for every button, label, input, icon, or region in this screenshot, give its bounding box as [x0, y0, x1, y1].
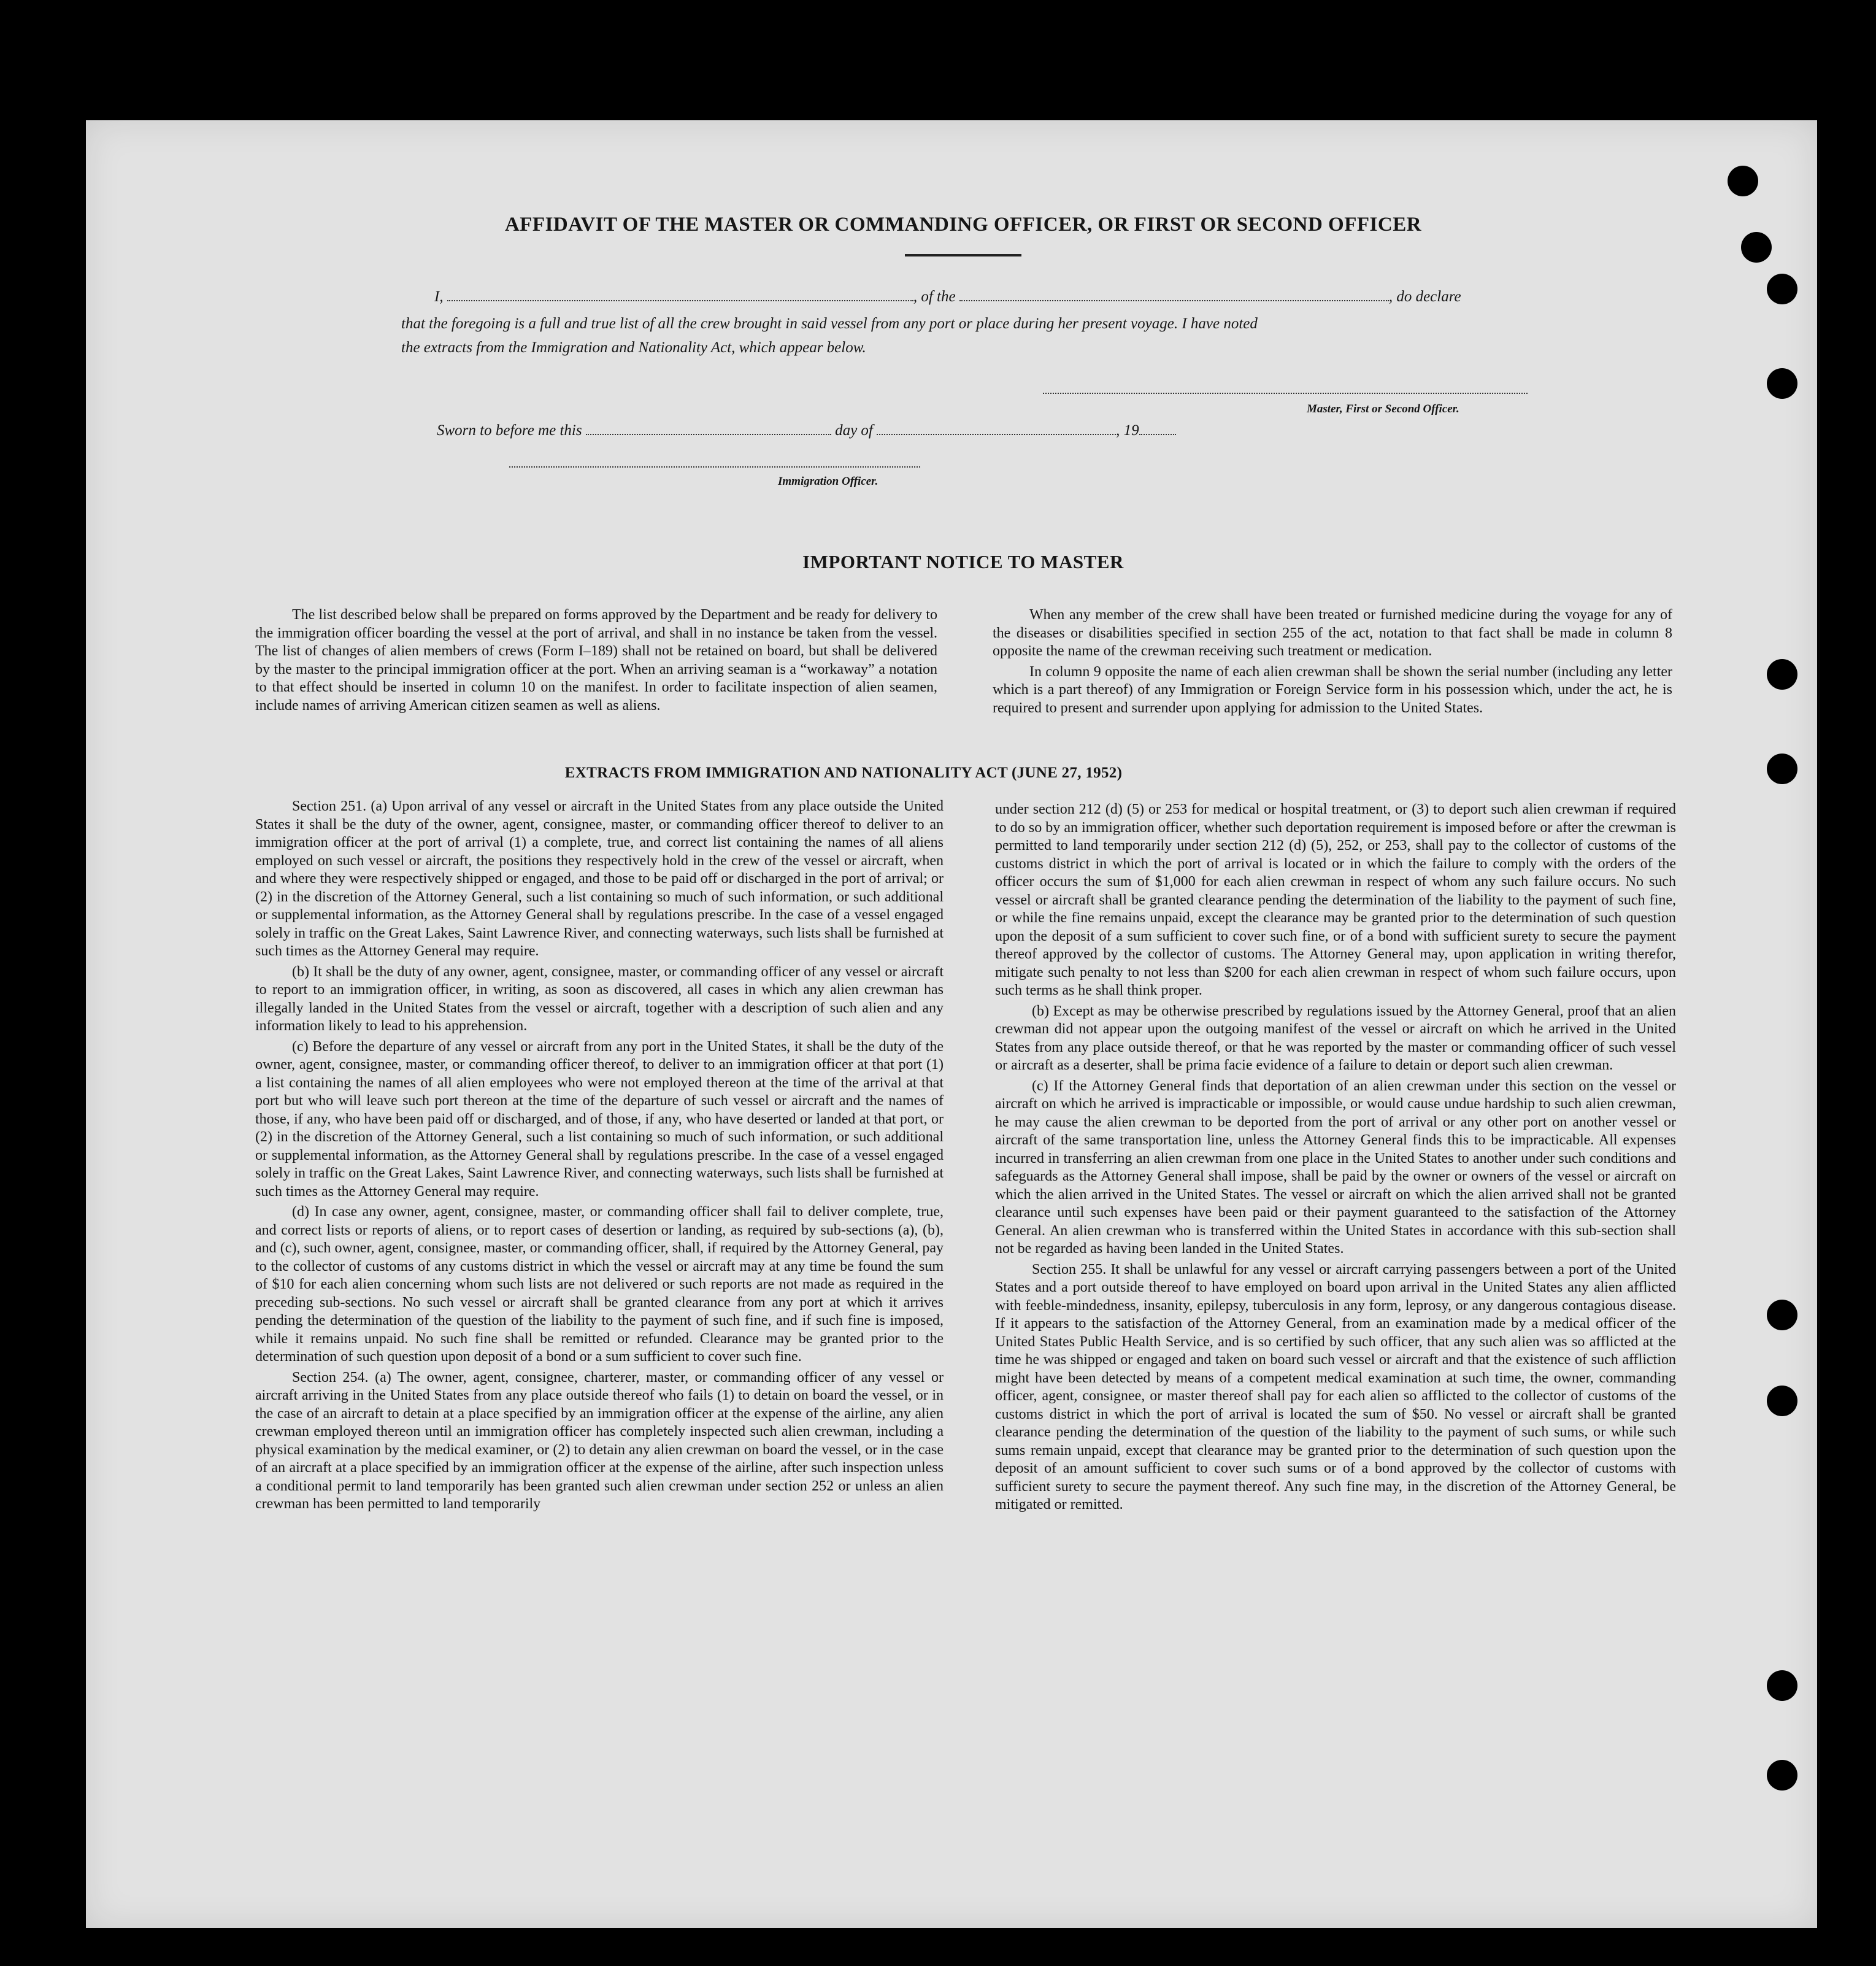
- declaration-line: [434, 288, 1526, 306]
- declaration-do-declare: , do declare: [1388, 288, 1461, 305]
- declaration-of-the: , of the: [913, 288, 956, 305]
- binder-hole: [1767, 368, 1797, 399]
- section-254b: (b) Except as may be otherwise prescribed by regulations issued by the Attorney General, proof that an alien crewman did not appear upon the outgoing manifest of the vessel or aircraft on which he arrived in the United States from any place outside thereof, or that he was reported by the master or commanding officer of such vessel or aircraft as a deserter, shall be prima facie evidence of a failure to detain or deport such alien crewman.: [995, 1003, 1676, 1073]
- binder-hole: [1767, 754, 1797, 784]
- binder-hole: [1767, 1386, 1797, 1416]
- extracts-right-column: [995, 801, 1676, 1517]
- sworn-text: Sworn to before me this: [437, 422, 582, 439]
- binder-hole: [1728, 166, 1758, 196]
- section-254c: (c) If the Attorney General finds that deportation of an alien crewman under this section on the vessel or aircraft on which he arrived is impracticable or impossible, or would cause undue hardship to such alien crewman, he may cause the alien crewman to be deported from the port of arrival or any other port on another vessel or aircraft of the same transportation line, unless the Attorney General finds this to be impracticable. All expenses incurred in transferring an alien crewman from one place in the United States to another under such conditions and safeguards as the Attorney General shall impose, shall be paid by the owner or owners of the vessel or aircraft on which the alien arrived in the United States. The vessel or aircraft on which the alien arrived shall not be granted clearance until such expenses have been paid or their payment guaranteed to the satisfaction of the Attorney General. An alien crewman who is transferred within the United States in accordance with this sub-section shall not be regarded as having been landed in the United States.: [995, 1077, 1676, 1257]
- vessel-field: [959, 300, 1389, 301]
- extracts-left-column: [255, 798, 944, 1516]
- binder-hole: [1767, 659, 1797, 690]
- name-field: [447, 300, 913, 301]
- binder-hole: [1767, 1300, 1797, 1330]
- section-251a: Section 251. (a) Upon arrival of any vessel or aircraft in the United States from any place outside the United States it shall be the duty of the owner, agent, consignee, master, or commanding officer thereof to deliver to an immigration officer at the port of arrival (1) a complete, true, and correct list containing the names of all aliens employed on such vessel or aircraft, the positions they respectively hold in the crew of the vessel or aircraft, when and where they were respectively shipped or engaged, and those to be paid off or discharged in the port of arrival; or (2) in the discretion of the Attorney General, such a list containing so much of such information, or such additional or supplemental information, as the Attorney General shall by regulations prescribe. In the case of a vessel engaged solely in traffic on the Great Lakes, Saint Lawrence River, and connecting waterways, such lists shall be furnished at such times as the Attorney General may require.: [255, 798, 944, 959]
- master-signature-label: Master, First or Second Officer.: [1307, 403, 1459, 415]
- sworn-day-of: day of: [835, 422, 873, 439]
- binder-hole: [1767, 274, 1797, 304]
- sworn-year-field: [1139, 434, 1176, 435]
- sworn-year-prefix: , 19: [1116, 422, 1139, 439]
- section-251b: (b) It shall be the duty of any owner, agent, consignee, master, or commanding officer of any vessel or aircraft to report to an immigration officer, in writing, as soon as discovered, all cases in which any alien crewman has illegally landed in the United States from the vessel or aircraft, together with a description of such alien and any information likely to lead to his apprehension.: [255, 963, 944, 1034]
- sworn-day-field: [586, 434, 831, 435]
- sworn-line: [437, 422, 1357, 439]
- notice-left-paragraph: The list described below shall be prepared on forms approved by the Department and be ready for delivery to the immigration officer boarding the vessel at the port of arrival, and shall in no instance be taken from the vessel. The list of changes of alien members of crews (Form I–189) shall not be retained on board, but shall be delivered by the master to the principal immigration officer at the port. When an arriving seaman is a “workaway” a notation to that effect should be inserted in column 10 on the manifest. In order to facilitate inspection of alien seamen, include names of arriving American citizen seamen as well as aliens.: [255, 607, 937, 714]
- declaration-i: I,: [434, 288, 444, 305]
- section-254a: Section 254. (a) The owner, agent, consignee, charterer, master, or commanding officer of any vessel or aircraft arriving in the United States from any place outside thereof who fails (1) to detain on board the vessel, or in the case of an aircraft to detain at a place specified by an immigration officer at the expense of the airline, any alien crewman employed thereon until an immigration officer has completely inspected such alien crewman, including a physical examination by the medical examiner, or (2) to detain any alien crewman on board the vessel, or in the case of an aircraft at a place specified by an immigration officer at the expense of the airline, after such inspection unless a conditional permit to land temporarily has been granted such alien crewman under section 252 or unless an alien crewman has been permitted to land temporarily: [255, 1369, 944, 1512]
- declaration-line-3: the extracts from the Immigration and Nationality Act, which appear below.: [401, 339, 866, 356]
- section-254a-continued: under section 212 (d) (5) or 253 for medical or hospital treatment, or (3) to deport such alien crewman if required to do so by an immigration officer, whether such deportation requirement is imposed before or after the crewman is permitted to land temporarily under section 212 (d) (5), 252, or 253, shall pay to the collector of customs of the customs district in which the port of arrival is located or in which the failure to comply with the orders of the officer occurs the sum of $1,000 for each alien crewman in respect of whom any such failure occurs. No such vessel or aircraft shall be granted clearance pending the determination of the liability to the payment of such fine, or while the fine remains unpaid, except the clearance may be granted prior to the determination of such question upon the deposit of a sum sufficient to cover such fine, or of a bond with sufficient surety to secure the payment thereof approved by the collector of customs. The Attorney General may, upon application in writing therefor, mitigate such penalty to not less than $200 for each alien crewman in respect of whom such failure occurs, upon such terms as he shall think proper.: [995, 801, 1676, 998]
- notice-right-paragraph-1: When any member of the crew shall have been treated or furnished medicine during the voyage for any of the diseases or disabilities specified in section 255 of the act, notation to that fact shall be made in column 8 opposite the name of the crewman receiving such treatment or medication.: [993, 607, 1672, 659]
- section-251c: (c) Before the departure of any vessel or aircraft from any port in the United States, it shall be the duty of the owner, agent, consignee, master, or commanding officer thereof, to deliver to an immigration officer at that port (1) a list containing the names of all alien employees who were not employed thereon at the time of the arrival at that port but who will leave such port thereon at the time of the departure of such vessel or aircraft and the names of those, if any, who have been paid off or discharged, and of those, if any, who have deserted or landed at that port, or (2) in the discretion of the Attorney General, such a list containing so much of such information, or such additional or supplemental information, as the Attorney General shall by regulations prescribe. In the case of a vessel engaged solely in traffic on the Great Lakes, Saint Lawrence River, and connecting waterways, such lists shall be furnished at such times as the Attorney General may require.: [255, 1038, 944, 1200]
- notice-left-column: [255, 606, 937, 717]
- affidavit-title: AFFIDAVIT OF THE MASTER OR COMMANDING OFFICER, OR FIRST OR SECOND OFFICER: [504, 214, 1422, 236]
- title-divider: [905, 254, 1021, 256]
- declaration-line-2: that the foregoing is a full and true list of all the crew brought in said vessel from any port or place during her present voyage. I have noted: [401, 315, 1258, 332]
- notice-right-paragraph-2: In column 9 opposite the name of each alien crewman shall be shown the serial number (including any letter which is a part thereof) of any Immigration or Foreign Service form in his possession which, under the act, he is required to present and surrender upon applying for admission to the United States.: [993, 663, 1672, 716]
- immigration-officer-signature-line: [509, 466, 920, 468]
- extracts-title: EXTRACTS FROM IMMIGRATION AND NATIONALITY ACT (JUNE 27, 1952): [564, 765, 1123, 781]
- notice-title: IMPORTANT NOTICE TO MASTER: [802, 551, 1124, 572]
- master-signature-line: [1043, 393, 1528, 394]
- binder-hole: [1741, 232, 1772, 263]
- sworn-month-field: [877, 434, 1116, 435]
- notice-right-column: [993, 606, 1672, 720]
- section-251d: (d) In case any owner, agent, consignee, master, or commanding officer shall fail to deliver complete, true, and correct lists or reports of aliens, or to report cases of desertion or landing, as required by sub-sections (a), (b), and (c), such owner, agent, consignee, master, or commanding officer, shall, if required by the Attorney General, pay to the collector of customs of any customs district in which the vessel or aircraft may at any time be found the sum of $10 for each alien concerning whom such lists are not delivered or such reports are not made as required in the preceding sub-sections. No such vessel or aircraft shall be granted clearance from any port at which it arrives pending the determination of the question of the liability to the payment of such fine, and if such fine is imposed, while it remains unpaid. No such fine shall be remitted or refunded. Clearance may be granted prior to the determination of such question upon deposit of a bond or a sum sufficient to cover such fine.: [255, 1204, 944, 1365]
- section-255: Section 255. It shall be unlawful for any vessel or aircraft carrying passengers between a port of the United States and a port outside thereof to have employed on board upon arrival in the United States any alien afflicted with feeble-mindedness, insanity, epilepsy, tuberculosis in any form, leprosy, or any dangerous contagious disease. If it appears to the satisfaction of the Attorney General, from an examination made by a medical officer of the United States Public Health Service, and is so certified by such officer, that any such alien was so afflicted at the time he was shipped or engaged and taken on board such vessel or aircraft and that the existence of such affliction might have been detected by means of a competent medical examination at such time, the owner, commanding officer, agent, consignee, or master thereof shall pay for each alien so afflicted to the collector of customs of the customs district in which the port of arrival is located the sum of $50. No vessel or aircraft shall be granted clearance pending the determination of the question of the liability to the payment of such sums, or while such sums remain unpaid, except that clearance may be granted prior to the determination of such question upon the deposit of an amount sufficient to cover such sums or of a bond approved by the collector of customs with sufficient surety to secure the payment thereof. Any such fine may, in the discretion of the Attorney General, be mitigated or remitted.: [995, 1261, 1676, 1513]
- binder-hole: [1767, 1670, 1797, 1701]
- immigration-officer-label: Immigration Officer.: [778, 475, 878, 488]
- binder-hole: [1767, 1760, 1797, 1791]
